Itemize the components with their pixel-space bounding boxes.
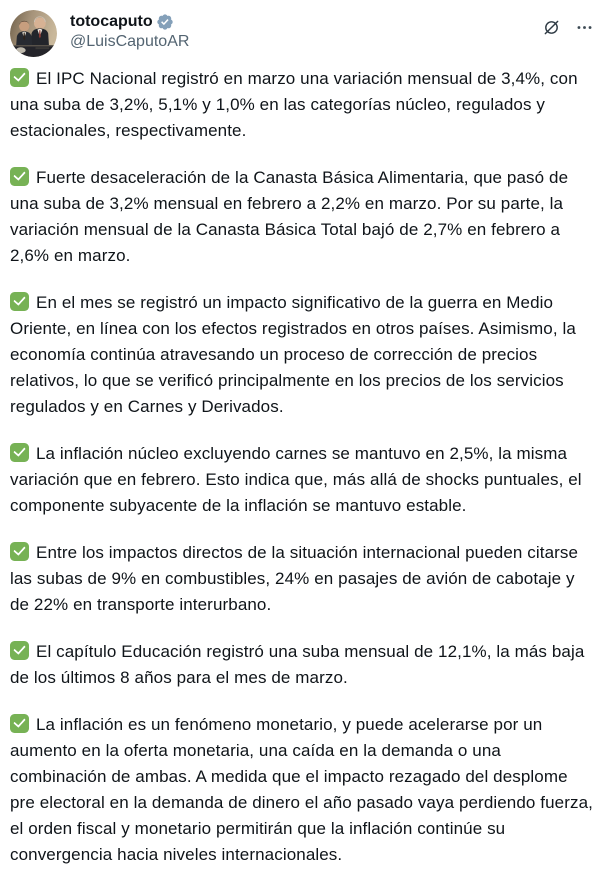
user-handle[interactable]: @LuisCaputoAR bbox=[70, 33, 190, 50]
check-mark-emoji-icon bbox=[10, 167, 29, 186]
check-mark-emoji-icon bbox=[10, 292, 29, 311]
tweet-paragraph bbox=[10, 540, 596, 618]
tweet-paragraph bbox=[10, 712, 596, 868]
paragraph-text: Fuerte desaceleración de la Canasta Básica Alimentaria, que pasó de una suba de 3,2% mensual en febrero a 2,2% en marzo. Por su parte, la variación mensual de la Canasta Básica Total bajó de 2,7% en febrero a 2,6% en marzo. bbox=[10, 168, 569, 265]
avatar-photo bbox=[10, 10, 57, 57]
paragraph-text: En el mes se registró un impacto significativo de la guerra en Medio Oriente, en línea con los efectos registrados en otros países. Asimismo, la economía continúa atravesando un proceso de corrección de precios relativos, lo que se verificó principalmente en los precios de los servicios regulados y en Carnes y Derivados. bbox=[10, 293, 576, 416]
tweet-body bbox=[10, 65, 596, 868]
check-mark-emoji-icon bbox=[10, 714, 29, 733]
tweet-paragraph bbox=[10, 165, 596, 269]
verified-badge-icon bbox=[156, 13, 174, 31]
check-mark-emoji-icon bbox=[10, 443, 29, 462]
paragraph-text: Entre los impactos directos de la situación internacional pueden citarse las subas de 9% en combustibles, 24% en pasajes de avión de cabotaje y de 22% en transporte interurbano. bbox=[10, 543, 579, 614]
header-actions bbox=[542, 10, 596, 37]
user-identity bbox=[70, 10, 189, 52]
check-mark-emoji-icon bbox=[10, 68, 29, 87]
avatar[interactable] bbox=[10, 10, 57, 57]
check-mark-emoji-icon bbox=[10, 641, 29, 660]
paragraph-text: La inflación núcleo excluyendo carnes se mantuvo en 2,5%, la misma variación que en febrero. Esto indica que, más allá de shocks puntuales, el componente subyacente de la inflación se mantuvo estable. bbox=[10, 444, 582, 515]
tweet-paragraph bbox=[10, 66, 596, 144]
more-options-button[interactable] bbox=[575, 18, 594, 37]
check-mark-emoji-icon bbox=[10, 542, 29, 561]
tweet-paragraph bbox=[10, 441, 596, 519]
paragraph-text: El capítulo Educación registró una suba mensual de 12,1%, la más baja de los últimos 8 años para el mes de marzo. bbox=[10, 642, 585, 687]
grok-slash-circle-icon bbox=[542, 18, 561, 37]
paragraph-text: El IPC Nacional registró en marzo una variación mensual de 3,4%, con una suba de 3,2%, 5,1% y 1,0% en las categorías núcleo, regulados y estacionales, respectivamente. bbox=[10, 69, 578, 140]
grok-actions-button[interactable] bbox=[542, 18, 561, 37]
tweet-paragraph bbox=[10, 290, 596, 420]
tweet-paragraph bbox=[10, 639, 596, 691]
tweet-header bbox=[10, 10, 596, 57]
paragraph-text: La inflación es un fenómeno monetario, y puede acelerarse por un aumento en la oferta monetaria, una caída en la demanda o una combinación de ambas. A medida que el impacto rezagado del desplome pre electoral en la demanda de dinero el año pasado vaya perdiendo fuerza, el orden fiscal y monetario permitirán que la inflación continúe su convergencia hacia niveles internacionales. bbox=[10, 715, 593, 864]
display-name[interactable]: totocaputo bbox=[70, 13, 153, 30]
more-ellipsis-icon bbox=[575, 18, 594, 37]
